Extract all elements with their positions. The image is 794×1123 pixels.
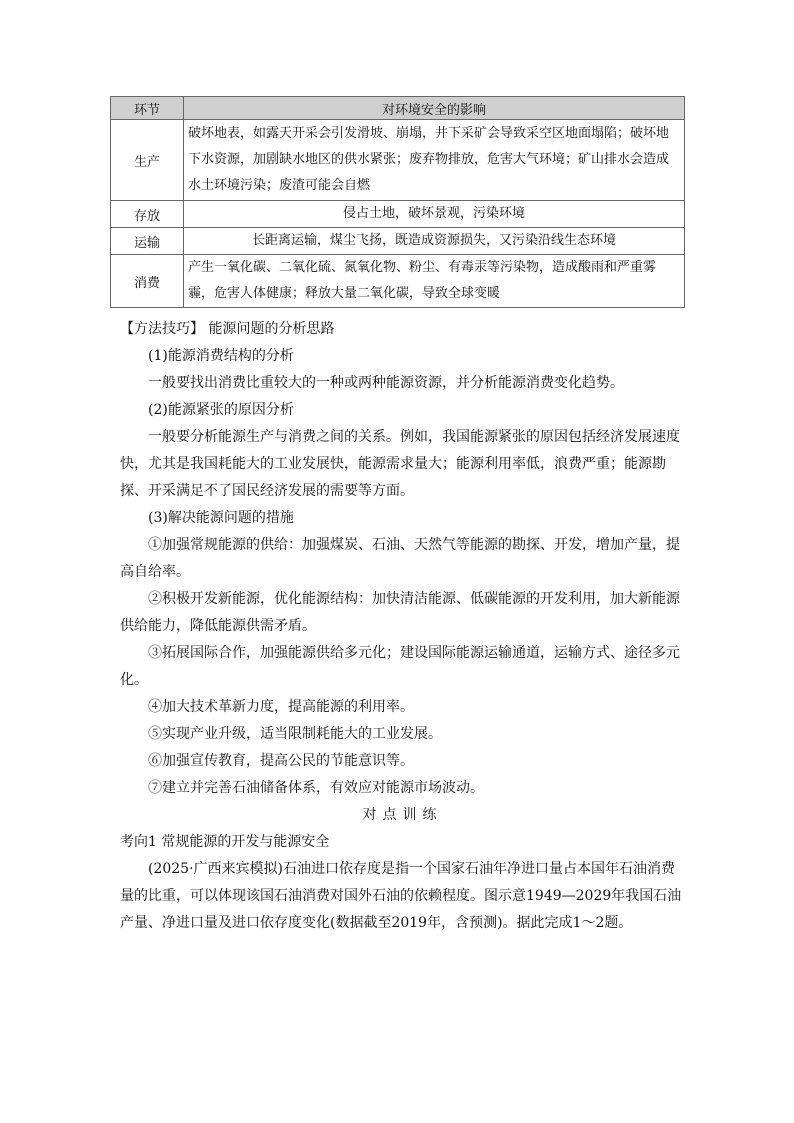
- table-row: [111, 255, 685, 308]
- table-header-row: [111, 97, 685, 120]
- table-cell-effect: 破坏地表，如露天开采会引发滑坡、崩塌，井下采矿会导致采空区地面塌陷；破坏地下水资源，加剧缺水地区的供水紧张；废弃物排放，危害大气环境；矿山排水会造成水土环境污染；废渣可能会自燃: [184, 120, 685, 201]
- training-intro: (2025·广西来宾模拟)石油进口依存度是指一个国家石油年净进口量占本国年石油消费量的比重，可以体现该国石油消费对国外石油的依赖程度。图示意1949—2029年我国石油产量、净进口量及进口依存度变化(数据截至2019年，含预测)。据此完成1～2题。: [120, 861, 682, 931]
- table-cell-stage: 存放: [111, 201, 184, 228]
- table-cell-stage: 运输: [111, 228, 184, 255]
- table-cell-effect: 侵占土地，破坏景观，污染环境: [184, 201, 685, 228]
- table-cell-stage: 生产: [111, 120, 184, 201]
- training-topic: 考向1 常规能源的开发与能源安全: [120, 834, 330, 850]
- measure-item: ⑤实现产业升级，适当限制耗能大的工业发展。: [148, 726, 442, 742]
- section-1-title: (1)能源消费结构的分析: [148, 348, 294, 364]
- measure-item: ②积极开发新能源，优化能源结构：加快清洁能源、低碳能源的开发利用，加大新能源供给能力，降低能源供需矛盾。: [120, 591, 680, 634]
- environment-impact-table: [110, 96, 685, 308]
- measure-item: ④加大技术革新力度，提高能源的利用率。: [148, 699, 414, 715]
- table-header-impact: 对环境安全的影响: [184, 97, 685, 120]
- table-cell-stage: 消费: [111, 255, 184, 308]
- measure-item: ⑦建立并完善石油储备体系，有效应对能源市场波动。: [148, 780, 484, 796]
- table-row: [111, 120, 685, 201]
- training-heading: 对点训练: [362, 807, 443, 823]
- section-2-body: 一般要分析能源生产与消费之间的关系。例如，我国能源紧张的原因包括经济发展速度快，尤其是我国耗能大的工业发展快，能源需求量大；能源利用率低，浪费严重；能源勘探、开采满足不了国民经济发展的需要等方面。: [120, 429, 680, 499]
- method-title: 【方法技巧】 能源问题的分析思路: [120, 321, 335, 337]
- measure-item: ①加强常规能源的供给：加强煤炭、石油、天然气等能源的勘探、开发，增加产量，提高自给率。: [120, 537, 680, 580]
- table-row: [111, 228, 685, 255]
- table-header-stage: 环节: [111, 97, 184, 120]
- measure-item: ⑥加强宣传教育，提高公民的节能意识等。: [148, 753, 414, 769]
- table-cell-effect: 长距离运输，煤尘飞扬，既造成资源损失，又污染沿线生态环境: [184, 228, 685, 255]
- section-2-title: (2)能源紧张的原因分析: [148, 402, 294, 418]
- table-cell-effect: 产生一氧化碳、二氧化硫、氮氧化物、粉尘、有毒汞等污染物，造成酸雨和严重雾霾，危害人体健康；释放大量二氧化碳，导致全球变暖: [184, 255, 685, 308]
- section-1-body: 一般要找出消费比重较大的一种或两种能源资源，并分析能源消费变化趋势。: [148, 375, 624, 391]
- measure-item: ③拓展国际合作，加强能源供给多元化；建设国际能源运输通道，运输方式、途径多元化。: [120, 645, 680, 688]
- section-3-title: (3)解决能源问题的措施: [148, 510, 294, 526]
- table-row: [111, 201, 685, 228]
